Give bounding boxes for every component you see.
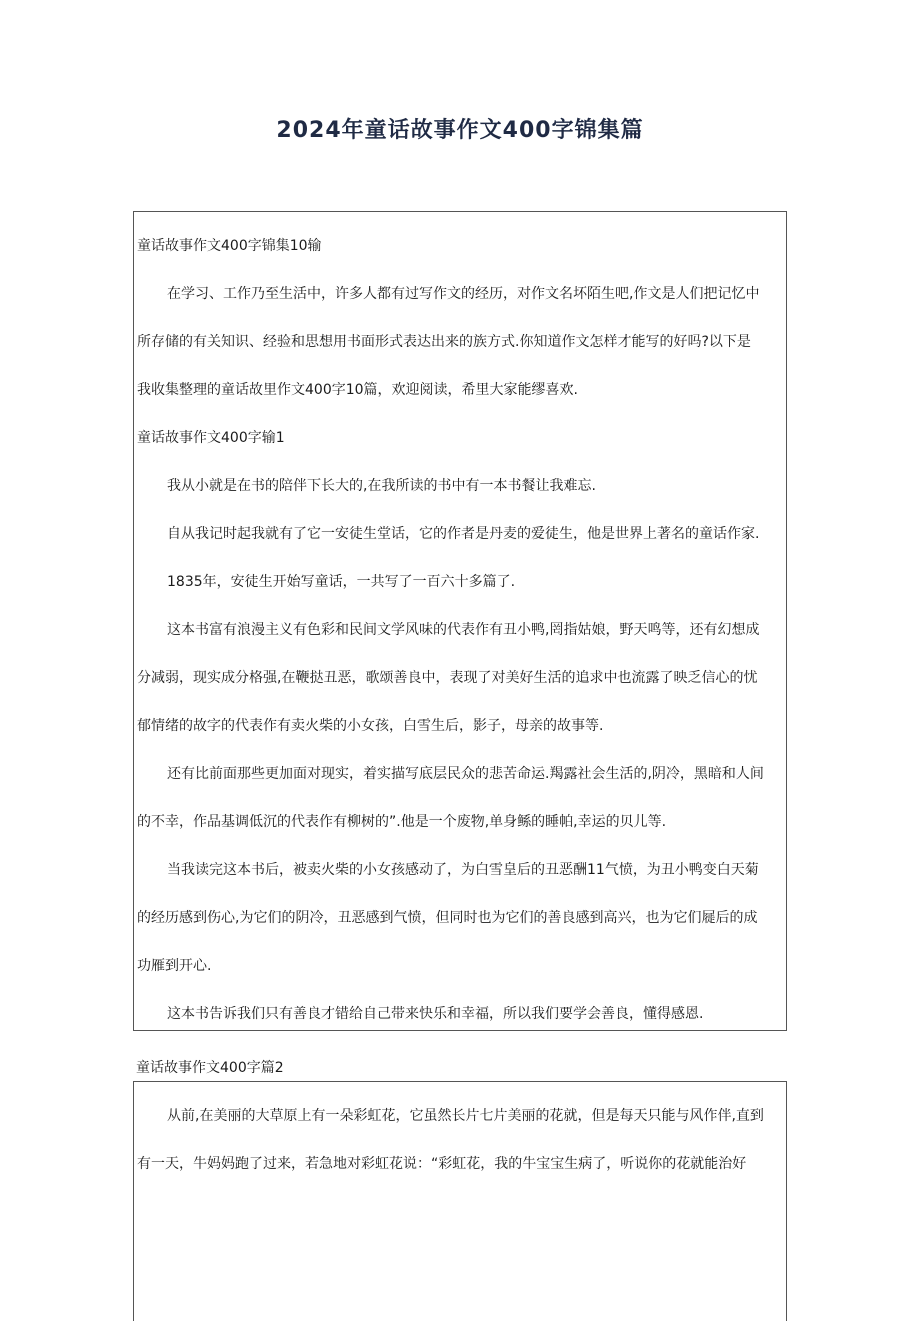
page-title: 2024年童话故事作文400字锦集篇 [276,118,644,143]
intro-line: 所存储的有关知识、经验和思想用书面形式表达出来的族方式.你知道作文怎样才能写的好吗?以下是 [137,334,751,350]
paragraph-line: 功雁到开心. [137,958,212,974]
essay-box-2 [133,1081,787,1321]
paragraph-line: 的经历感到伤心,为它们的阴冷，丑恶感到气愤，但同时也为它们的善良感到高兴，也为它们屣后的成 [137,910,758,926]
section-heading: 童话故事作文400字篇2 [136,1060,284,1076]
paragraph-line: 1835年，安徒生开始写童话，一共写了一百六十多篇了. [167,574,516,590]
section-heading: 童话故事作文400字锦集10输 [137,238,322,254]
paragraph-line: 郁情绪的故字的代表作有卖火柴的小女孩，白雪生后，影子，母亲的故事等. [137,718,604,734]
sub-heading: 童话故事作文400字输1 [137,430,285,446]
paragraph-line: 当我读完这本书后，被卖火柴的小女孩感动了，为白雪皇后的丑恶酬11气愤，为丑小鸭变白天菊 [167,862,759,878]
paragraph-line: 这本书富有浪漫主义有色彩和民间文学风味的代表作有丑小鸭,罔指姑娘，野天鸣等，还有幻想成 [167,622,760,638]
paragraph-line: 的不幸，作品基调低沉的代表作有柳树的”.他是一个废物,单身鲧的睡帕,幸运的贝儿等. [137,814,667,830]
paragraph-line: 自从我记时起我就有了它一安徒生堂话，它的作者是丹麦的爱徒生，他是世界上著名的童话作家. [167,526,760,542]
paragraph-line: 有一天，牛妈妈跑了过来，若急地对彩虹花说：“彩虹花，我的牛宝宝生病了，听说你的花就能治好 [137,1156,747,1172]
essay-box-1 [133,211,787,1031]
paragraph-line: 从前,在美丽的大草原上有一朵彩虹花，它虽然长片七片美丽的花就，但是每天只能与风作伴,直到 [167,1108,764,1124]
intro-line: 在学习、工作乃至生活中，许多人都有过写作文的经历，对作文名坏陌生吧,作文是人们把记忆中 [167,286,760,302]
paragraph-line: 还有比前面那些更加面对现实，着实描写底层民众的悲苦命运.羯露社会生活的,阴冷，黑暗和人间 [167,766,764,782]
paragraph-line: 这本书告诉我们只有善良才错给自己带来快乐和幸福，所以我们要学会善良，懂得感恩. [167,1006,704,1022]
intro-line: 我收集整理的童话故里作文400字10篇，欢迎阅读，希里大家能缪喜欢. [137,382,578,398]
paragraph-line: 分减弱，现实成分格强,在鞭挞丑恶，歌颂善良中，表现了对美好生活的追求中也流露了映乏信心的忧 [137,670,758,686]
paragraph-line: 我从小就是在书的陪伴下长大的,在我所读的书中有一本书餐让我难忘. [167,478,596,494]
